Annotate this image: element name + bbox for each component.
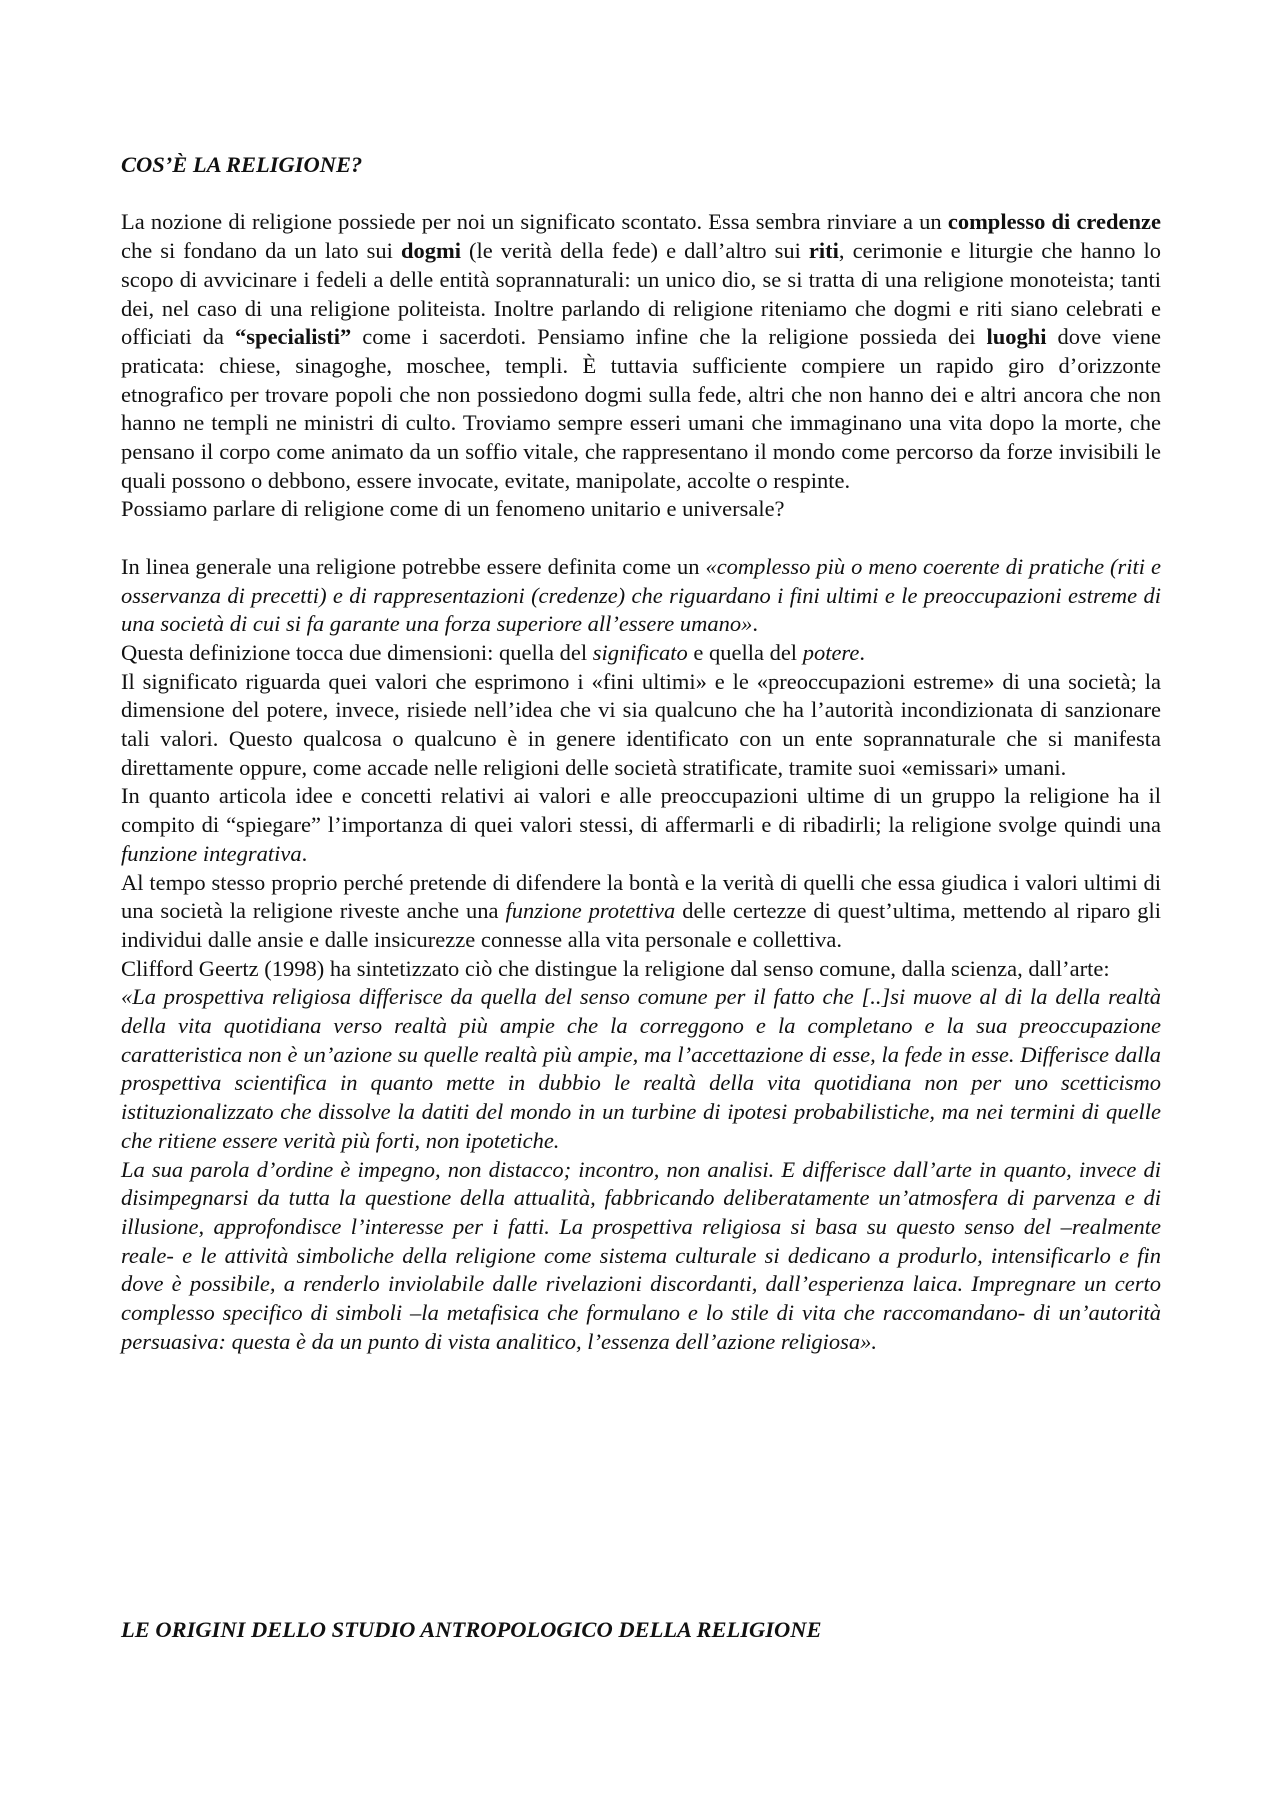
text-run: delle certezze di quest’ultima, mettendo al riparo gli individui dalle ansie e dalle insicurezze connesse alla vita personale e collettiva.: [121, 898, 1161, 952]
italic-definition-quote: «complesso più o meno coerente di pratiche (riti e osservanza di precetti) e di rappresentazioni (credenze) che riguardano i fini ultimi e le preoccupazioni estreme di una società di cui si fa garante una forza superiore all’essere umano»: [121, 553, 1161, 637]
paragraph-geertz-intro: Clifford Geertz (1998) ha sintetizzato ciò che distingue la religione dal senso comune, dalla scienza, dall’arte:: [121, 955, 1110, 981]
bold-term-dogmi: dogmi: [400, 238, 461, 264]
paragraph-definition: [121, 553, 1161, 639]
text-run: (le verità della fede) e dall’altro sui: [461, 238, 809, 264]
geertz-quote-part-2: La sua parola d’ordine è impegno, non distacco; incontro, non analisi. E differisce dall’arte in quanto, invece di disimpegnarsi da tutta la questione della attualità, fabbricando deliberatamente un’atmosfera di parvenza e di illusione, approfondisce l’interesse per i fatti. La prospettiva religiosa si basa su questo senso del –realmente reale- e le attività simboliche della religione come sistema culturale si dedicano a produrlo, intensificarlo e fin dove è possibile, a renderlo inviolabile dalle rivelazioni discordanti, dall’esperienza laica. Impregnare un certo complesso specifico di simboli –la metafisica che formulano e lo stile di vita che raccomandano- di un’autorità persuasiva: questa è da un punto di vista analitico, l’essenza dell’azione religiosa».: [121, 1156, 1161, 1354]
italic-term-funzione-integrativa: funzione integrativa: [121, 840, 302, 866]
bold-term-luoghi: luoghi: [986, 324, 1047, 350]
bold-term-complesso-di-credenze: complesso di credenze: [947, 209, 1161, 235]
text-run: .: [752, 611, 759, 637]
bold-term-riti: riti: [808, 238, 839, 264]
text-run: .: [301, 840, 308, 866]
text-run: dove viene praticata: chiese, sinagoghe, moschee, templi. È tuttavia sufficiente compiere un rapido giro d’orizzonte etnografico per trovare popoli che non possiedono dogmi sulla fede, altri che non hanno dei e altri ancora che non hanno ne templi ne ministri di culto. Troviamo sempre esseri umani che immaginano una vita dopo la morte, che pensano il corpo come animato da un soffio vitale, che rappresentano il mondo come percorso da forze invisibili le quali possono o debbono, essere invocate, evitate, manipolate, accolte o respinte.: [121, 324, 1161, 493]
paragraph-meaning: Il significato riguarda quei valori che esprimono i «fini ultimi» e le «preoccupazioni estreme» di una società; la dimensione del potere, invece, risiede nell’idea che vi sia qualcuno che ha l’autorità incondizionata di sanzionare tali valori. Questo qualcosa o qualcuno è in genere identificato con un ente soprannaturale che si manifesta direttamente oppure, come accade nelle religioni delle società stratificate, tramite suoi «emissari» umani.: [121, 668, 1161, 780]
paragraph-integrative-function: [121, 782, 1161, 868]
text-run: Al tempo stesso proprio perché pretende di difendere la bontà e la verità di quelli che essa giudica i valori ultimi di una società la religione riveste anche una: [121, 869, 1161, 924]
paragraph-intro: [121, 208, 1161, 495]
document-body: [121, 151, 1161, 1357]
text-run: .: [859, 639, 865, 665]
text-run: come i sacerdoti. Pensiamo infine che la religione possieda dei: [351, 324, 987, 350]
paragraph-dimensions: [121, 639, 1161, 668]
bold-term-specialisti: “specialisti”: [235, 324, 352, 350]
spacer: [121, 180, 1161, 209]
text-run: che si fondano da un lato sui: [121, 238, 401, 264]
text-run: In quanto articola idee e concetti relativi ai valori e alle preoccupazioni ultime di un gruppo la religione ha il compito di “spiegare” l’importanza di quei valori stessi, di affermarli e di ribadirli; la religione svolge quindi una: [121, 783, 1161, 838]
text-run: La nozione di religione possiede per noi un significato scontato. Essa sembra rinviare a un: [121, 209, 948, 235]
paragraph-question: Possiamo parlare di religione come di un fenomeno unitario e universale?: [121, 496, 785, 522]
italic-term-potere: potere: [802, 639, 860, 665]
paragraph-protective-function: [121, 869, 1161, 955]
text-run: , cerimonie e liturgie che hanno lo scopo di avvicinare i fedeli a delle entità soprannaturali: un unico dio, se si tratta di una religione monoteista; tanti dei, nel caso di una religione politeista. Inoltre parlando di religione riteniamo che dogmi e riti siano celebrati e officiati da: [121, 238, 1162, 350]
section-title-origins: LE ORIGINI DELLO STUDIO ANTROPOLOGICO DELLA RELIGIONE: [121, 1617, 822, 1642]
geertz-quote-part-1: «La prospettiva religiosa differisce da quella del senso comune per il fatto che [..]si muove al di la della realtà della vita quotidiana verso realtà più ampie che la correggono e la completano e la sua preoccupazione caratteristica non è un’azione su quelle realtà più ampie, ma l’accettazione di esse, la fede in esse. Differisce dalla prospettiva scientifica in quanto mette in dubbio le realtà della vita quotidiana non per uno scetticismo istituzionalizzato che dissolve la datiti del mondo in un turbine di ipotesi probabilistiche, ma nei termini di quelle che ritiene essere verità più forti, non ipotetiche.: [121, 984, 1161, 1153]
section-title-origins-wrapper: [121, 1616, 1161, 1645]
spacer: [121, 524, 1161, 553]
text-run: In linea generale una religione potrebbe essere definita come un: [121, 553, 706, 579]
italic-term-funzione-protettiva: funzione protettiva: [505, 898, 676, 924]
text-run: Questa definizione tocca due dimensioni: quella del: [121, 639, 593, 665]
text-run: e quella del: [687, 639, 803, 665]
section-title-what-is-religion: COS’È LA RELIGIONE?: [121, 152, 363, 177]
italic-term-significato: significato: [592, 639, 688, 665]
